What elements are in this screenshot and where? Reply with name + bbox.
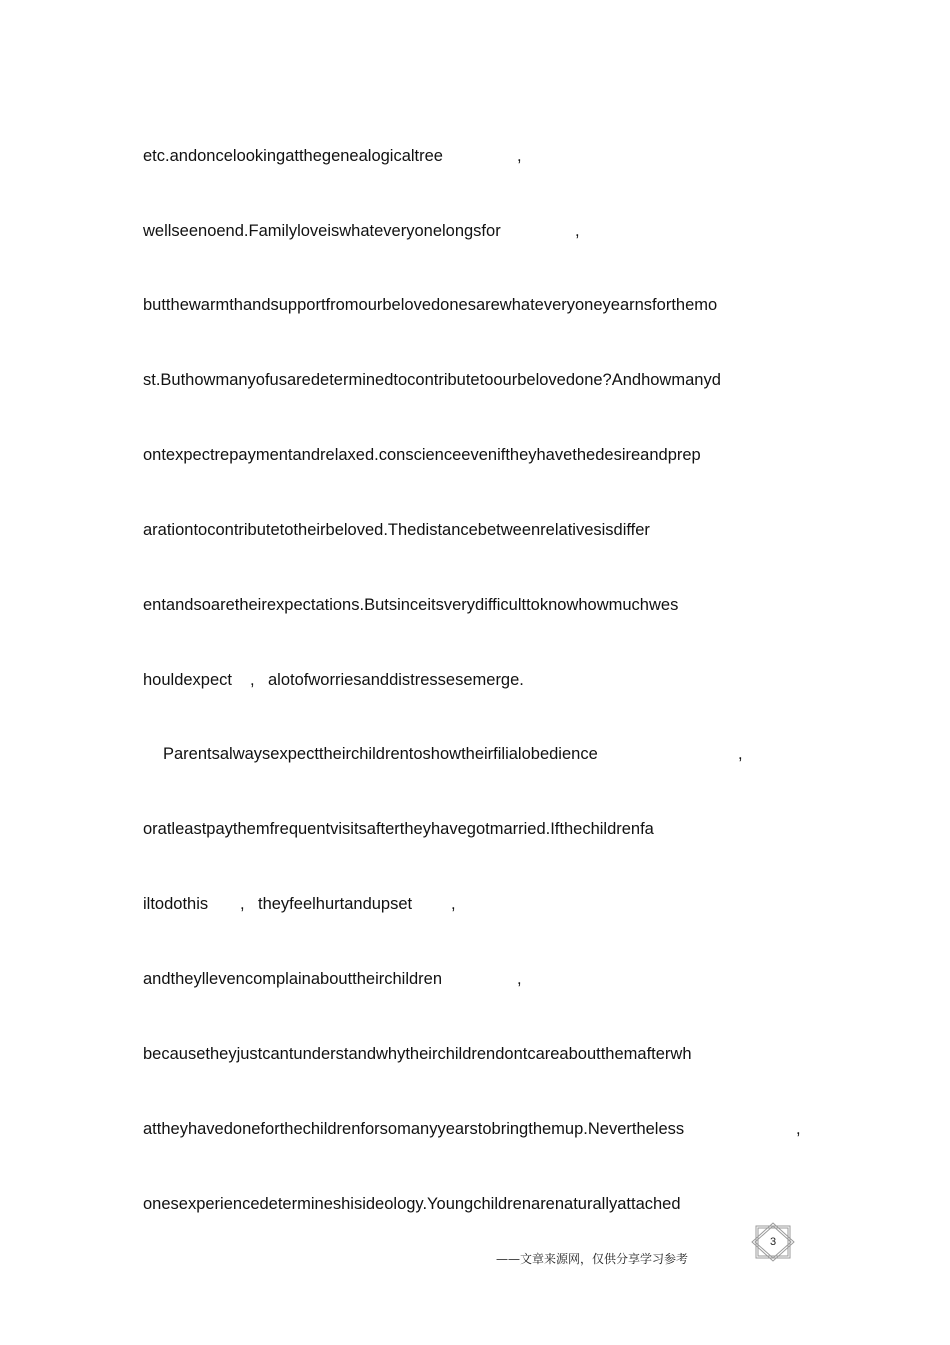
source-footnote: ——文章来源网，仅供分享学习参考 bbox=[496, 1252, 689, 1266]
punctuation-comma: , bbox=[517, 147, 522, 165]
text-line: houldexpect bbox=[143, 671, 232, 689]
text-line: ontexpectrepaymentandrelaxed.conscienceeveniftheyhavethedesireandprep bbox=[143, 446, 701, 464]
text-line: entandsoaretheirexpectations.Butsinceitsverydifficulttoknowhowmuchwes bbox=[143, 596, 679, 614]
punctuation-comma: , bbox=[250, 671, 255, 689]
text-line-continuation: theyfeelhurtandupset bbox=[258, 895, 413, 913]
punctuation-comma: , bbox=[240, 895, 245, 913]
text-line: andtheyllevencomplainabouttheirchildren bbox=[143, 970, 443, 988]
punctuation-comma: , bbox=[575, 222, 580, 240]
punctuation-comma: , bbox=[451, 895, 456, 913]
text-line: attheyhavedoneforthechildrenforsomanyyearstobringthemup.Nevertheless bbox=[143, 1120, 685, 1138]
text-line: arationtocontributetotheirbeloved.Thedistancebetweenrelativesisdiffer bbox=[143, 521, 650, 539]
text-line: butthewarmthandsupportfromourbelovedonesarewhateveryoneyearnsforthemo bbox=[143, 296, 718, 314]
punctuation-comma: , bbox=[796, 1120, 801, 1138]
page-number-badge bbox=[750, 1222, 796, 1262]
text-line: oratleastpaythemfrequentvisitsaftertheyhavegotmarried.Ifthechildrenfa bbox=[143, 820, 654, 838]
page-number: 3 bbox=[769, 1236, 777, 1248]
text-line: becausetheyjustcantunderstandwhytheirchildrendontcareaboutthemafterwh bbox=[143, 1045, 692, 1063]
text-line: st.Buthowmanyofusaredeterminedtocontributetoourbelovedone?Andhowmanyd bbox=[143, 371, 721, 389]
text-line: onesexperiencedetermineshisideology.Youngchildrenarenaturallyattached bbox=[143, 1195, 681, 1213]
punctuation-comma: , bbox=[738, 745, 743, 763]
text-line: iltodothis bbox=[143, 895, 209, 913]
text-line-continuation: alotofworriesanddistressesemerge. bbox=[268, 671, 524, 689]
text-line: etc.andoncelookingatthegenealogicaltree bbox=[143, 147, 443, 165]
paragraph-start-line: Parentsalwaysexpecttheirchildrentoshowtheirfilialobedience bbox=[163, 745, 598, 763]
punctuation-comma: , bbox=[517, 970, 522, 988]
text-line: wellseenoend.Familyloveiswhateveryonelongsfor bbox=[143, 222, 501, 240]
